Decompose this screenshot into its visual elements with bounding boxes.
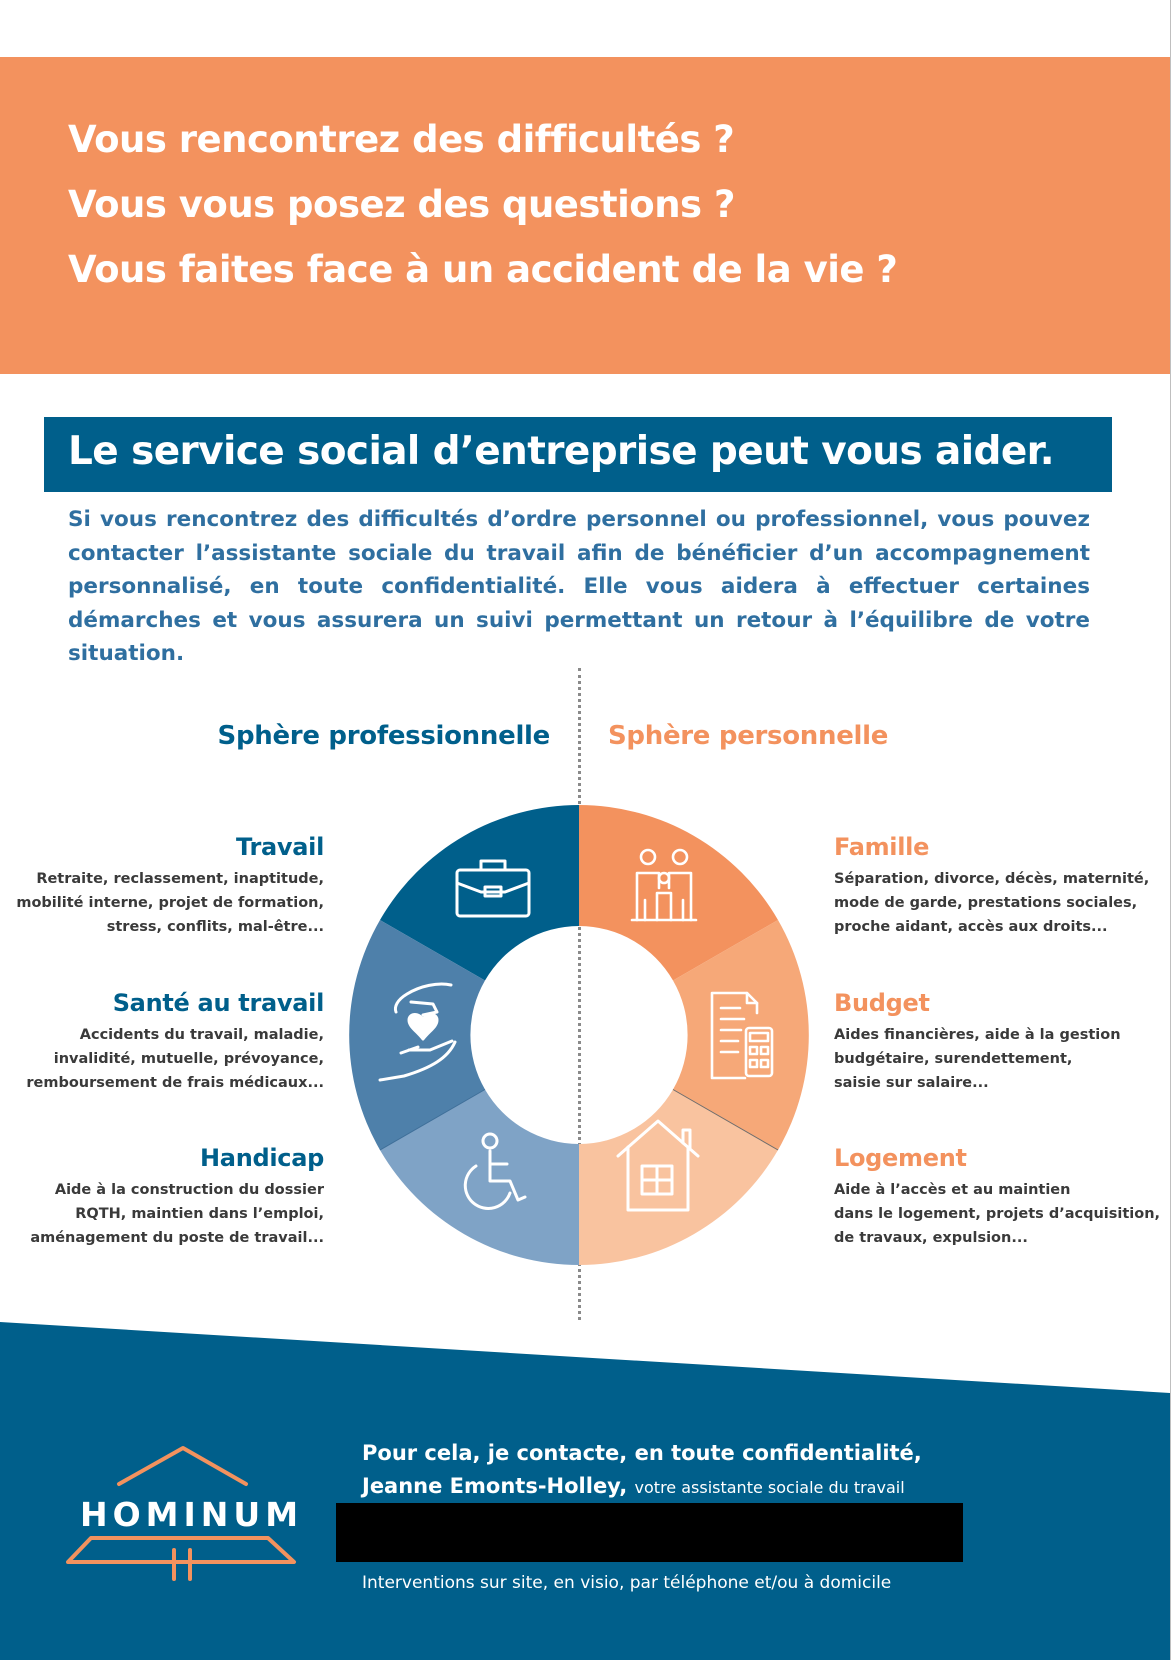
contact-role: votre assistante sociale du travail (634, 1478, 905, 1497)
question-3: Vous faites face à un accident de la vie ? (68, 248, 898, 291)
question-2: Vous vous posez des questions ? (68, 183, 735, 226)
intro-paragraph: Si vous rencontrez des difficultés d’ordre personnel ou professionnel, vous pouvez contacter l’assistante sociale du travail afin de bénéficier d’un accompagnement personnalisé, en toute confidentialité. Elle vous aidera à effectuer certaines démarches et vous assurera un suivi permettant un retour à l’équilibre de votre situation. (68, 507, 1090, 666)
item-budget-text: Aides financières, aide à la gestion budgétaire, surendettement, saisie sur salaire... (834, 1027, 1121, 1091)
redacted-block (336, 1503, 963, 1562)
item-travail-heading: Travail (236, 833, 324, 861)
item-handicap-text: Aide à la construction du dossier RQTH, maintien dans l’emploi, aménagement du poste de travail... (30, 1182, 324, 1246)
item-logement-text: Aide à l’accès et au maintien dans le logement, projets d’acquisition, de travaux, expulsion... (834, 1182, 1161, 1246)
contact-line-2 (362, 1474, 905, 1498)
contact-name: Jeanne Emonts-Holley, (362, 1474, 628, 1498)
question-1: Vous rencontrez des difficultés ? (68, 118, 735, 161)
page-title: Le service social d’entreprise peut vous aider. (68, 429, 1054, 474)
item-famille-heading: Famille (834, 833, 930, 861)
item-sante-text: Accidents du travail, maladie, invalidité, mutuelle, prévoyance, remboursement de frais médicaux... (26, 1027, 324, 1091)
sphere-personal-title: Sphère personnelle (608, 721, 889, 751)
item-handicap-heading: Handicap (200, 1144, 324, 1172)
contact-line-1: Pour cela, je contacte, en toute confidentialité, (362, 1441, 922, 1465)
item-budget-heading: Budget (834, 989, 930, 1017)
item-travail-text: Retraite, reclassement, inaptitude, mobilité interne, projet de formation, stress, conflits, mal-être... (16, 871, 324, 935)
item-sante-heading: Santé au travail (112, 989, 324, 1017)
interventions-text: Interventions sur site, en visio, par téléphone et/ou à domicile (362, 1573, 892, 1593)
hominum-logo-text: HOMINUM (80, 1495, 304, 1534)
sphere-professional-title: Sphère professionnelle (217, 721, 550, 751)
item-famille-text: Séparation, divorce, décès, maternité, mode de garde, prestations sociales, proche aidant, accès aux droits... (834, 871, 1150, 935)
item-logement-heading: Logement (834, 1144, 967, 1172)
